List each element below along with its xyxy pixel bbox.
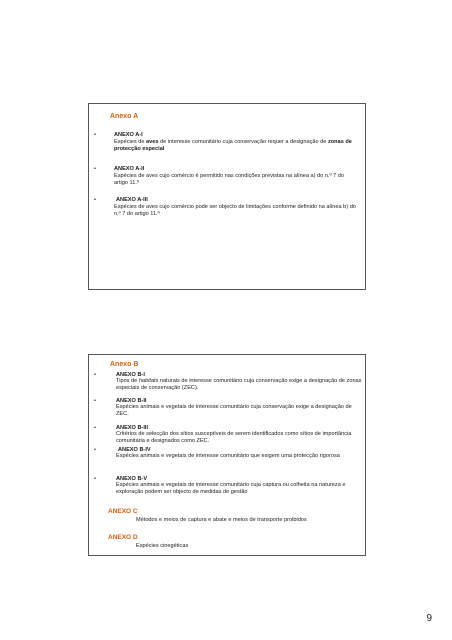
bullet: • [94, 425, 96, 431]
item-heading: ANEXO B-II [116, 398, 147, 404]
item-description: Espécies animais e vegetais de interesse comunitário cuja conservação exige a designação de ZEC. [116, 404, 352, 417]
bullet: • [94, 447, 96, 453]
item-description: Espécies de aves cujo comércio é permitido nas condições previstas na alínea a) do n.º 7 do artigo 11.º [114, 173, 344, 186]
slide-title: Anexo A [110, 113, 139, 120]
item-heading: ANEXO A-III [116, 197, 148, 203]
item-heading: ANEXO A-I [114, 132, 143, 138]
list-item-anexo-b-iv [118, 447, 364, 460]
item-heading: ANEXO B-III [116, 425, 149, 431]
list-item-anexo-b-v [116, 476, 364, 495]
slide-anexo-b [88, 354, 366, 556]
item-heading: ANEXO B-IV [118, 447, 151, 453]
list-item-anexo-a-ii [114, 166, 359, 186]
page-number: 9 [426, 613, 432, 624]
item-heading: ANEXO B-I [116, 372, 145, 378]
item-heading: ANEXO A-II [114, 166, 145, 172]
list-item-anexo-b-iii [116, 425, 364, 444]
anexo-d-title: ANEXO D [108, 534, 138, 541]
list-item-anexo-a-iii [116, 197, 361, 217]
list-item-anexo-b-ii [116, 398, 364, 417]
item-description: Critérios de selecção dos sítios susceptíveis de serem identificados como sítios de importância comunitária e designados como ZEC. [116, 431, 352, 444]
bullet: • [94, 166, 96, 172]
item-heading: ANEXO B-V [116, 476, 148, 482]
anexo-c-title: ANEXO C [108, 508, 138, 515]
bullet: • [94, 132, 96, 138]
bullet: • [94, 476, 96, 482]
item-description: Espécies animais e vegetais de interesse comunitário que exigem uma protecção rigorosa [116, 453, 340, 460]
item-description: Espécies de aves de interesse comunitário cuja conservação requer a designação de zonas de protecção especial [114, 139, 352, 152]
bullet: • [94, 372, 96, 378]
slide-anexo-a [88, 103, 366, 290]
anexo-d-description: Espécies cinegéticas [136, 543, 189, 549]
slide-title: Anexo B [110, 361, 139, 368]
bullet: • [94, 197, 96, 203]
item-description: Tipos de habitats naturais de interesse comunitário cuja conservação exige a designação de zonas especiais de conservação (ZEC). [116, 378, 362, 391]
bullet: • [94, 398, 96, 404]
anexo-c-description: Métodos e meios de captura e abate e meios de transporte proibidos [136, 517, 307, 523]
item-description: Espécies de aves cujo comércio pode ser objecto de limitações conforme definido na alínea b) do n.º 7 do artigo 11.º [114, 204, 356, 217]
list-item-anexo-a-i [114, 132, 359, 152]
list-item-anexo-b-i [116, 372, 364, 391]
item-description: Espécies animais e vegetais de interesse comunitário cuja captura ou colheita na natureza e exploração podem ser objecto de medidas de gestão [116, 482, 346, 495]
